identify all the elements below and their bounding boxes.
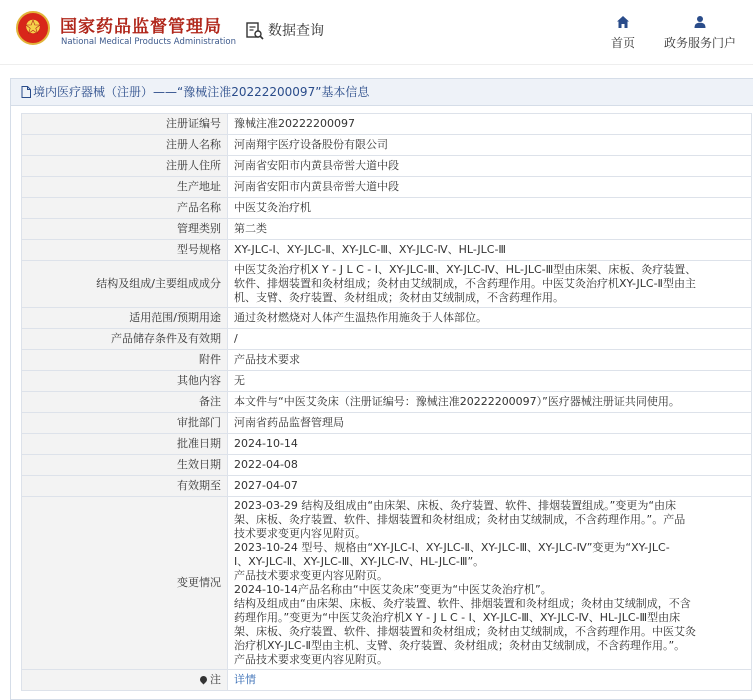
field-value: 通过灸材燃烧对人体产生温热作用施灸于人体部位。	[228, 308, 752, 329]
change-history-value	[228, 497, 752, 670]
nav-portal-label[interactable]: 政务服务门户	[663, 36, 736, 50]
table-row	[22, 413, 752, 434]
site-subtitle: National Medical Products Administration	[61, 37, 236, 47]
field-value: 本文件与“中医艾灸床（注册证编号：豫械注准20222200097）”医疗器械注册证共同使用。	[228, 392, 752, 413]
field-value: 2024-10-14	[228, 434, 752, 455]
field-value: 2027-04-07	[228, 476, 752, 497]
value-line: 2024-10-14产品名称由“中医艾灸床”变更为“中医艾灸治疗机”。	[234, 583, 552, 596]
field-value: 河南省安阳市内黄县帝喾大道中段	[228, 156, 752, 177]
field-label: 注册人名称	[22, 135, 228, 156]
panel-title: 境内医疗器械（注册）——“豫械注准20222200097”基本信息	[33, 85, 370, 99]
table-row	[22, 308, 752, 329]
field-label: 生效日期	[22, 455, 228, 476]
table-row	[22, 156, 752, 177]
field-label: 审批部门	[22, 413, 228, 434]
data-query-title: 数据查询	[268, 23, 324, 39]
field-label: 管理类别	[22, 219, 228, 240]
value-line: 药理作用。”变更为“中医艾灸治疗机X Y - J L C - Ⅰ、XY-JLC-Ⅲ、XY-JLC-Ⅳ、HL-JLC-Ⅲ型由床	[234, 611, 681, 624]
table-row	[22, 135, 752, 156]
table-row	[22, 114, 752, 135]
field-value: 无	[228, 371, 752, 392]
field-label: 其他内容	[22, 371, 228, 392]
table-row	[22, 198, 752, 219]
home-icon	[616, 14, 630, 30]
field-value: 2022-04-08	[228, 455, 752, 476]
nav-home[interactable]	[604, 14, 642, 51]
document-icon	[21, 86, 31, 98]
details-link[interactable]: 详情	[234, 673, 256, 686]
field-label: 批准日期	[22, 434, 228, 455]
field-value: 第二类	[228, 219, 752, 240]
table-row	[22, 455, 752, 476]
field-label: 结构及组成/主要组成成分	[22, 261, 228, 308]
pin-icon	[199, 675, 209, 685]
user-icon	[693, 14, 707, 30]
field-label: 产品名称	[22, 198, 228, 219]
value-line: 产品技术要求变更内容见附页。	[234, 653, 388, 666]
field-label: 有效期至	[22, 476, 228, 497]
table-row	[22, 177, 752, 198]
field-label: 备注	[22, 392, 228, 413]
national-emblem-icon	[16, 11, 50, 45]
field-label: 型号规格	[22, 240, 228, 261]
detail-panel	[10, 78, 753, 700]
value-line: Ⅰ、XY-JLC-Ⅱ、XY-JLC-Ⅲ、XY-JLC-Ⅳ、HL-JLC-Ⅲ”。	[234, 555, 485, 568]
field-value: XY-JLC-Ⅰ、XY-JLC-Ⅱ、XY-JLC-Ⅲ、XY-JLC-Ⅳ、HL-JLC-Ⅲ	[228, 240, 752, 261]
value-line: 架、床板、灸疗装置、软件、排烟装置和灸材组成；灸材由艾绒制成，不含药理作用。”。产品	[234, 513, 686, 526]
value-line: 架、床板、灸疗装置、软件、排烟装置和灸材组成；灸材由艾绒制成，不含药理作用。中医艾灸	[234, 625, 696, 638]
note-label: 注	[210, 673, 221, 686]
field-label: 附件	[22, 350, 228, 371]
field-label: 产品储存条件及有效期	[22, 329, 228, 350]
nav-home-label[interactable]: 首页	[610, 36, 635, 50]
table-row	[22, 371, 752, 392]
table-row	[22, 392, 752, 413]
table-row	[22, 434, 752, 455]
value-line: 中医艾灸治疗机X Y - J L C - Ⅰ、XY-JLC-Ⅲ、XY-JLC-Ⅳ、HL-JLC-Ⅲ型由床架、床板、灸疗装置、	[234, 263, 697, 276]
field-label: 变更情况	[22, 497, 228, 670]
field-value	[228, 261, 752, 308]
field-value: 豫械注准20222200097	[228, 114, 752, 135]
field-value: 河南省药品监督管理局	[228, 413, 752, 434]
field-label: 注册人住所	[22, 156, 228, 177]
panel-header	[11, 79, 753, 106]
table-row	[22, 497, 752, 670]
field-value: 中医艾灸治疗机	[228, 198, 752, 219]
table-row	[22, 261, 752, 308]
site-title[interactable]: 国家药品监督管理局	[60, 17, 222, 37]
table-row	[22, 476, 752, 497]
field-label: 生产地址	[22, 177, 228, 198]
site-header	[0, 0, 753, 65]
value-line: 2023-10-24 型号、规格由“XY-JLC-Ⅰ、XY-JLC-Ⅱ、XY-JLC-Ⅲ、XY-JLC-Ⅳ”变更为“XY-JLC-	[234, 541, 670, 554]
field-value	[228, 670, 752, 691]
table-row	[22, 240, 752, 261]
field-label	[22, 670, 228, 691]
value-line: 软件、排烟装置和灸材组成；灸材由艾绒制成，不含药理作用。中医艾灸治疗机XY-JLC-Ⅱ型由主	[234, 277, 696, 290]
table-row	[22, 219, 752, 240]
value-line: 治疗机XY-JLC-Ⅱ型由主机、支臂、灸疗装置、灸材组成；灸材由艾绒制成，不含药理作用。”。	[234, 639, 686, 652]
registration-info-table	[21, 113, 752, 691]
value-line: 机、支臂、灸疗装置、灸材组成；灸材由艾绒制成，不含药理作用。	[234, 291, 564, 304]
field-label: 注册证编号	[22, 114, 228, 135]
table-row	[22, 670, 752, 691]
field-value: 河南省安阳市内黄县帝喾大道中段	[228, 177, 752, 198]
value-line: 2023-03-29 结构及组成由“由床架、床板、灸疗装置、软件、排烟装置组成。”变更为“由床	[234, 499, 677, 512]
field-value: 河南翔宇医疗设备股份有限公司	[228, 135, 752, 156]
field-value: 产品技术要求	[228, 350, 752, 371]
value-line: 产品技术要求变更内容见附页。	[234, 569, 388, 582]
value-line: 结构及组成由“由床架、床板、灸疗装置、软件、排烟装置和灸材组成；灸材由艾绒制成，不含	[234, 597, 691, 610]
data-query-icon	[246, 22, 264, 40]
field-label: 适用范围/预期用途	[22, 308, 228, 329]
nav-gov-service-portal[interactable]	[660, 14, 740, 51]
value-line: 技术要求变更内容见附页。	[234, 527, 366, 540]
table-row	[22, 329, 752, 350]
field-value: /	[228, 329, 752, 350]
table-row	[22, 350, 752, 371]
